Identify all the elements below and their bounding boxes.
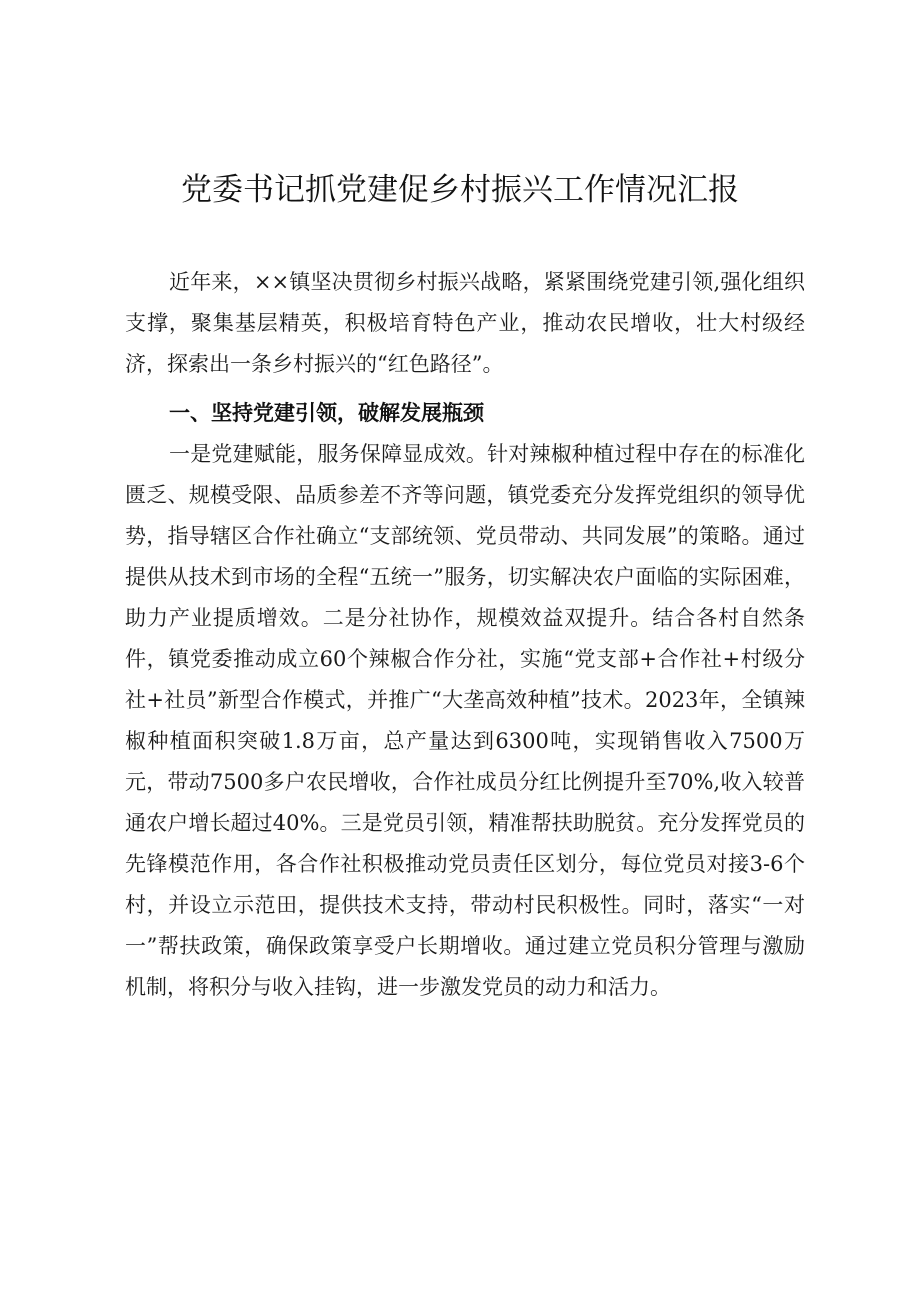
section-1-paragraph: 一是党建赋能，服务保障显成效。针对辣椒种植过程中存在的标准化匮乏、规模受限、品质参差不齐等问题，镇党委充分发挥党组织的领导优势，指导辖区合作社确立“支部统领、党员带动、共同发展”的策略。通过提供从技术到市场的全程“五统一”服务，切实解决农户面临的实际困难，助力产业提质增效。二是分社协作，规模效益双提升。结合各村自然条件，镇党委推动成立60个辣椒合作分社，实施“党支部+合作社+村级分社+社员”新型合作模式，并推广“大垄高效种植”技术。2023年，全镇辣椒种植面积突破1.8万亩，总产量达到6300吨，实现销售收入7500万元，带动7500多户农民增收，合作社成员分红比例提升至70%,收入较普通农户增长超过40%。三是党员引领，精准帮扶助脱贫。充分发挥党员的先锋模范作用，各合作社积极推动党员责任区划分，每位党员对接3-6个村，并设立示范田，提供技术支持，带动村民积极性。同时，落实“一对一”帮扶政策，确保政策享受户长期增收。通过建立党员积分管理与激励机制，将积分与收入挂钩，进一步激发党员的动力和活力。	[125, 442, 805, 999]
section-heading-1: 一、坚持党建引领，破解发展瓶颈	[169, 401, 484, 425]
intro-paragraph: 近年来，××镇坚决贯彻乡村振兴战略，紧紧围绕党建引领,强化组织支撑，聚集基层精英，积极培育特色产业，推动农民增收，壮大村级经济，探索出一条乡村振兴的“红色路径”。	[125, 270, 805, 376]
document-title: 党委书记抓党建促乡村振兴工作情况汇报	[181, 172, 739, 208]
